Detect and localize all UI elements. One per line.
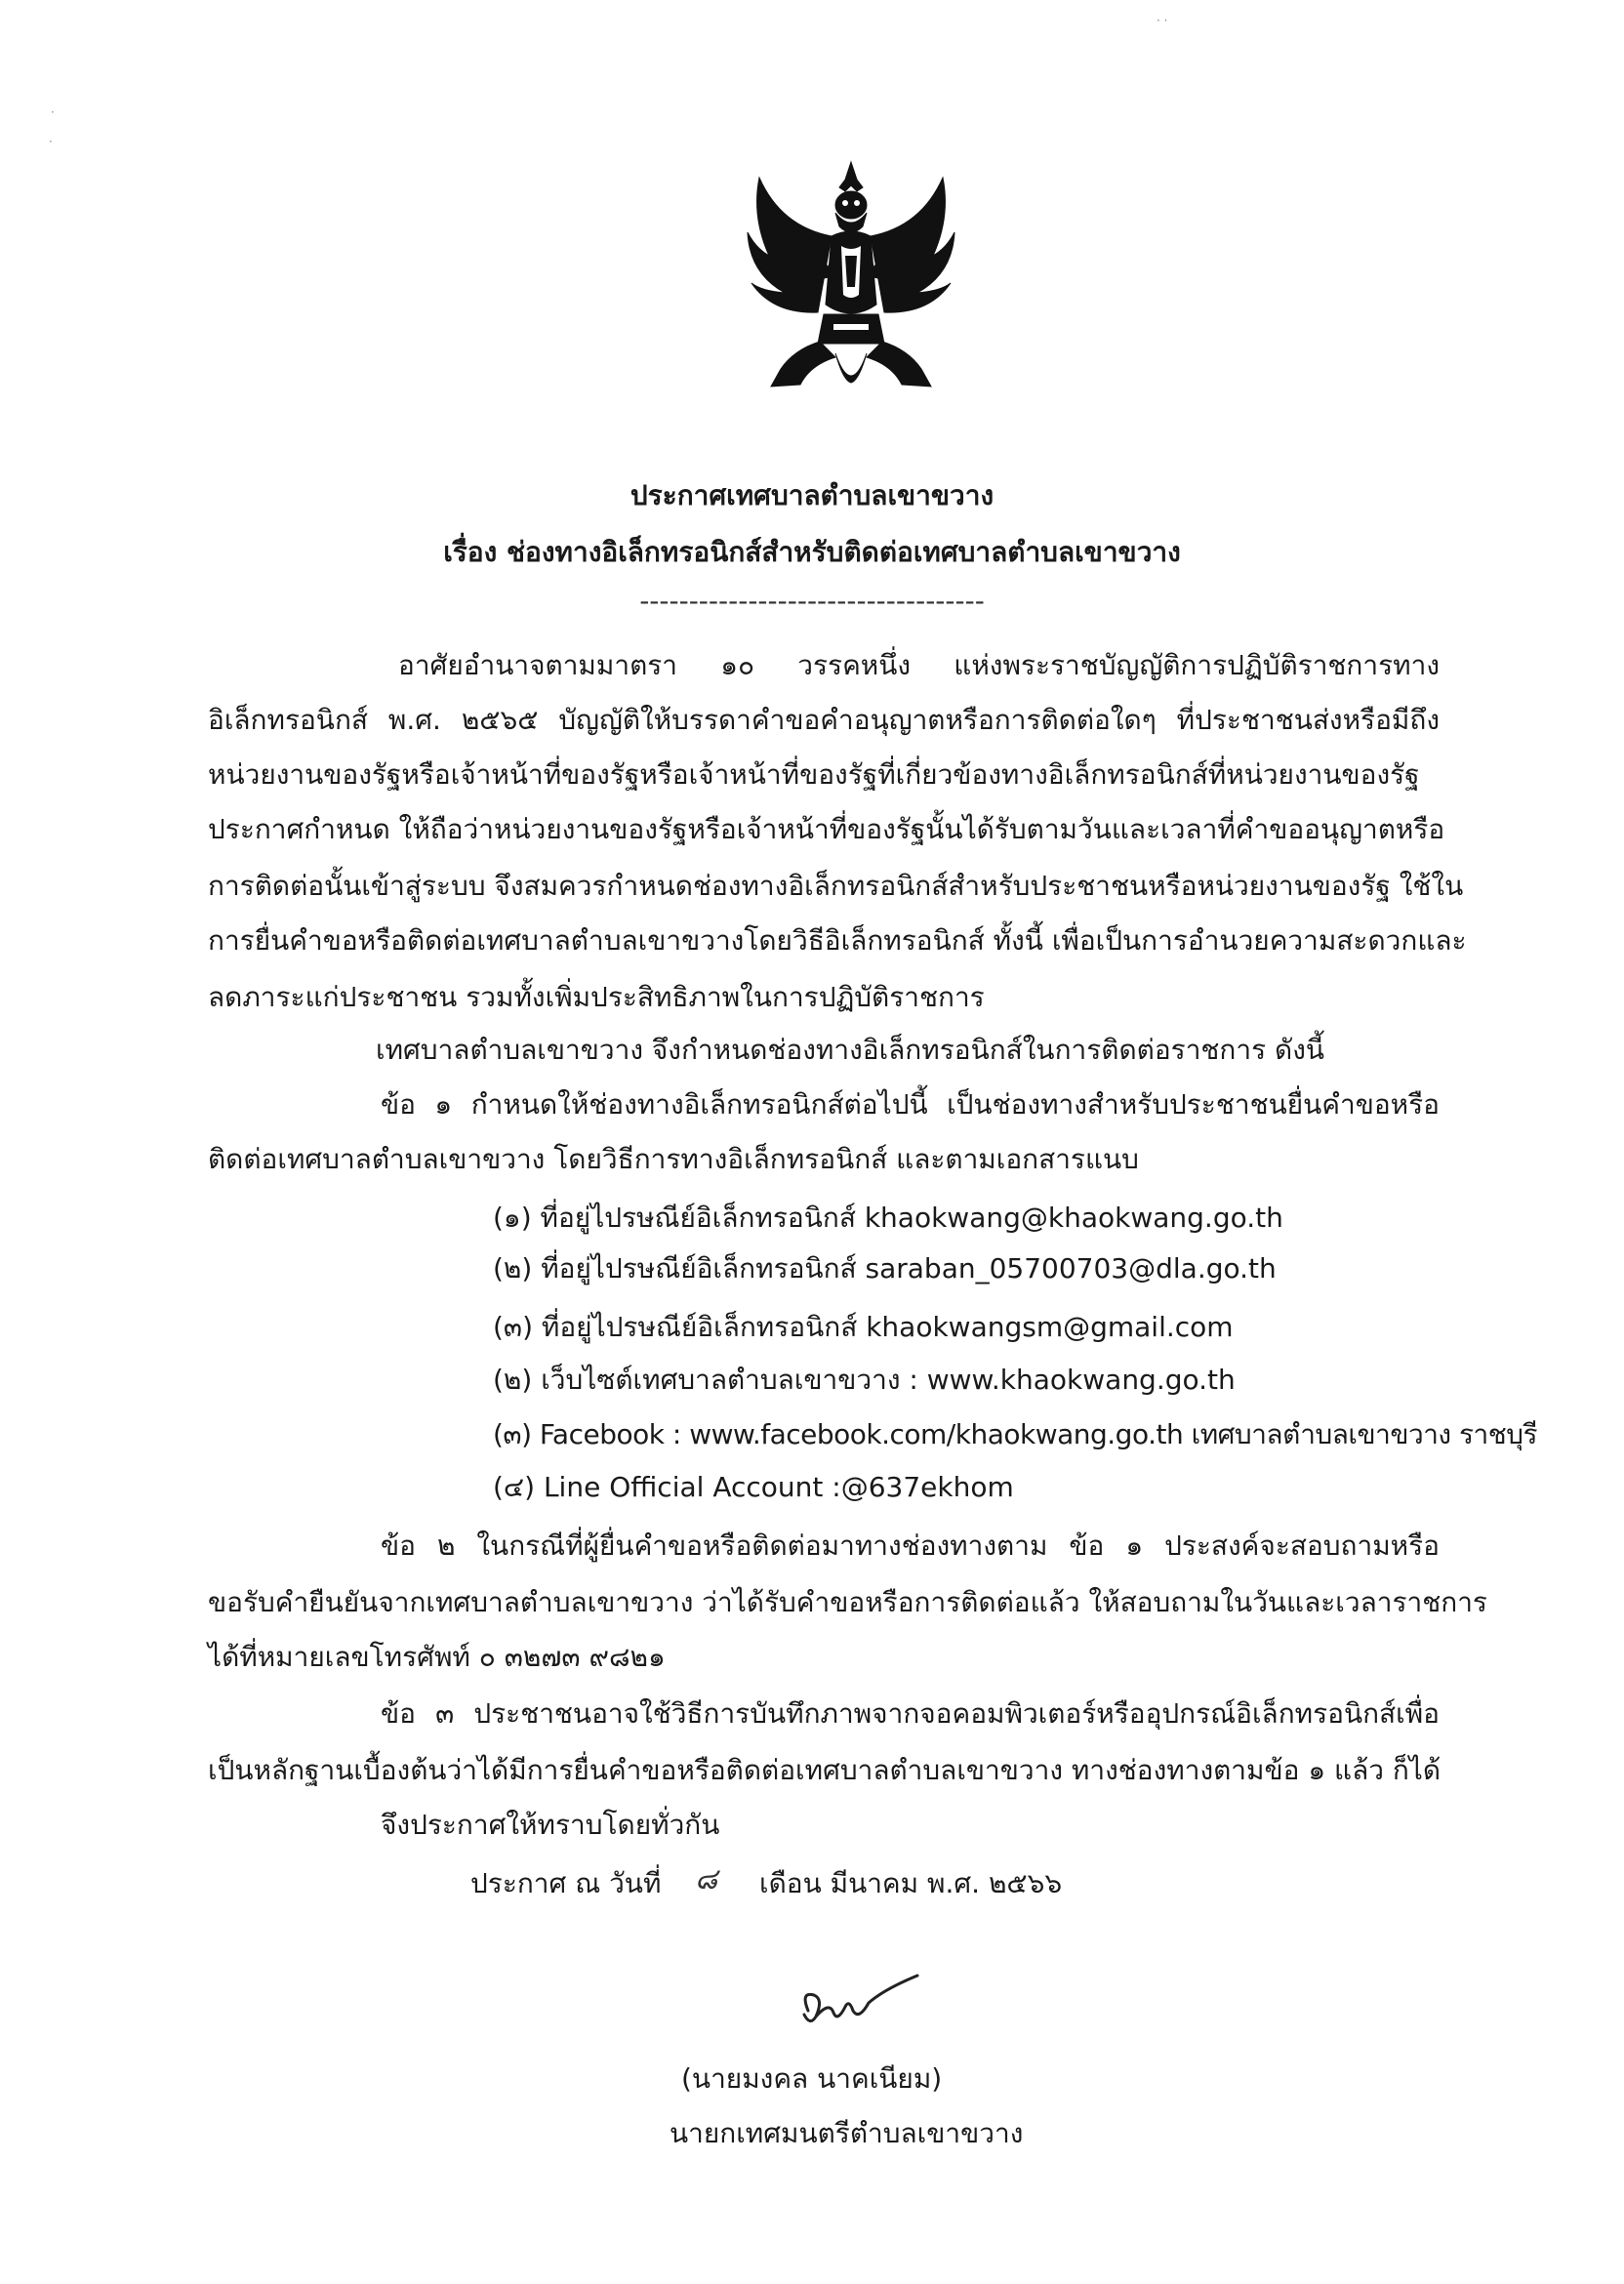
clause-3-line: เป็นหลักฐานเบื้องต้นว่าได้มีการยื่นคำขอหรือติดต่อเทศบาลตำบลเขาขวาง ทางช่องทางตามข้อ ๑ แล้ว ก็ได้ <box>208 1754 1441 1786</box>
preamble-line: อิเล็กทรอนิกส์ พ.ศ. ๒๕๖๕ บัญญัติให้บรรดาคำขอคำอนุญาตหรือการติดต่อใดๆ ที่ประชาชนส่งหรือมีถึง <box>208 704 1440 736</box>
clause-1-line: ติดต่อเทศบาลตำบลเขาขวาง โดยวิธีการทางอิเล็กทรอนิกส์ และตามเอกสารแนบ <box>208 1143 1139 1175</box>
clause-2-line: ได้ที่หมายเลขโทรศัพท์ ๐ ๓๒๗๓ ๙๘๒๑ <box>208 1641 666 1673</box>
preamble-line: การติดต่อนั้นเข้าสู่ระบบ จึงสมควรกำหนดช่องทางอิเล็กทรอนิกส์สำหรับประชาชนหรือหน่วยงานของรัฐ ใช้ใน <box>208 870 1464 902</box>
clause-1-line: ข้อ ๑ กำหนดให้ช่องทางอิเล็กทรอนิกส์ต่อไปนี้ เป็นช่องทางสำหรับประชาชนยื่นคำขอหรือ <box>381 1088 1440 1121</box>
clause-2-line: ข้อ ๒ ในกรณีที่ผู้ยื่นคำขอหรือติดต่อมาทางช่องทางตาม ข้อ ๑ ประสงค์จะสอบถามหรือ <box>381 1529 1440 1562</box>
document-subject: เรื่อง ช่องทางอิเล็กทรอนิกส์สำหรับติดต่อเทศบาลตำบลเขาขวาง <box>443 536 1181 568</box>
preamble-line: ประกาศกำหนด ให้ถือว่าหน่วยงานของรัฐหรือเจ้าหน้าที่ของรัฐนั้นได้รับตามวันและเวลาที่คำขออนุญาตหรือ <box>208 813 1445 845</box>
scan-speck: · <box>49 135 53 148</box>
closing-line: จึงประกาศให้ทราบโดยทั่วกัน <box>381 1809 720 1841</box>
signer-name: (นายมงคล นาคเนียม) <box>681 2062 943 2095</box>
channel-website: (๒) เว็บไซต์เทศบาลตำบลเขาขวาง : www.khaokwang.go.th <box>493 1364 1236 1396</box>
scan-speck: · · <box>1157 14 1168 27</box>
channel-email-3: (๓) ที่อยู่ไปรษณีย์อิเล็กทรอนิกส์ khaokwangsm@gmail.com <box>493 1311 1234 1343</box>
document-title: ประกาศเทศบาลตำบลเขาขวาง <box>629 479 995 511</box>
signer-position: นายกเทศมนตรีตำบลเขาขวาง <box>670 2117 1024 2149</box>
preamble-line: ลดภาระแก่ประชาชน รวมทั้งเพิ่มประสิทธิภาพในการปฏิบัติราชการ <box>208 981 985 1013</box>
date-suffix: เดือน มีนาคม พ.ศ. ๒๕๖๖ <box>759 1867 1063 1899</box>
scan-speck: · <box>51 105 55 119</box>
clause-2-line: ขอรับคำยืนยันจากเทศบาลตำบลเขาขวาง ว่าได้รับคำขอหรือการติดต่อแล้ว ให้สอบถามในวันและเวลาราชการ <box>208 1586 1487 1618</box>
decree-line: เทศบาลตำบลเขาขวาง จึงกำหนดช่องทางอิเล็กทรอนิกส์ในการติดต่อราชการ ดังนี้ <box>376 1034 1325 1066</box>
title-rule: ----------------------------------- <box>639 585 985 617</box>
preamble-line: การยื่นคำขอหรือติดต่อเทศบาลตำบลเขาขวางโดยวิธีอิเล็กทรอนิกส์ ทั้งนี้ เพื่อเป็นการอำนวยความสะดวกและ <box>208 924 1467 957</box>
signature-mark <box>791 1962 937 2040</box>
preamble-line: อาศัยอำนาจตามมาตรา ๑๐ วรรคหนึ่ง แห่งพระราชบัญญัติการปฏิบัติราชการทาง <box>398 649 1440 681</box>
preamble-line: หน่วยงานของรัฐหรือเจ้าหน้าที่ของรัฐหรือเจ้าหน้าที่ของรัฐที่เกี่ยวข้องทางอิเล็กทรอนิกส์ที่หน่วยงานของรัฐ <box>208 758 1420 791</box>
channel-line: (๔) Line Official Account :@637ekhom <box>493 1471 1014 1503</box>
date-day-handwritten: ๘ <box>695 1862 718 1897</box>
date-prefix: ประกาศ ณ วันที่ <box>470 1867 662 1899</box>
channel-facebook: (๓) Facebook : www.facebook.com/khaokwang.go.th เทศบาลตำบลเขาขวาง ราชบุรี <box>493 1418 1538 1450</box>
garuda-emblem-icon <box>742 158 961 400</box>
channel-email-1: (๑) ที่อยู่ไปรษณีย์อิเล็กทรอนิกส์ khaokwang@khaokwang.go.th <box>493 1202 1283 1234</box>
channel-email-2: (๒) ที่อยู่ไปรษณีย์อิเล็กทรอนิกส์ saraban_05700703@dla.go.th <box>493 1252 1277 1285</box>
clause-3-line: ข้อ ๓ ประชาชนอาจใช้วิธีการบันทึกภาพจากจอคอมพิวเตอร์หรืออุปกรณ์อิเล็กทรอนิกส์เพื่อ <box>381 1697 1440 1730</box>
